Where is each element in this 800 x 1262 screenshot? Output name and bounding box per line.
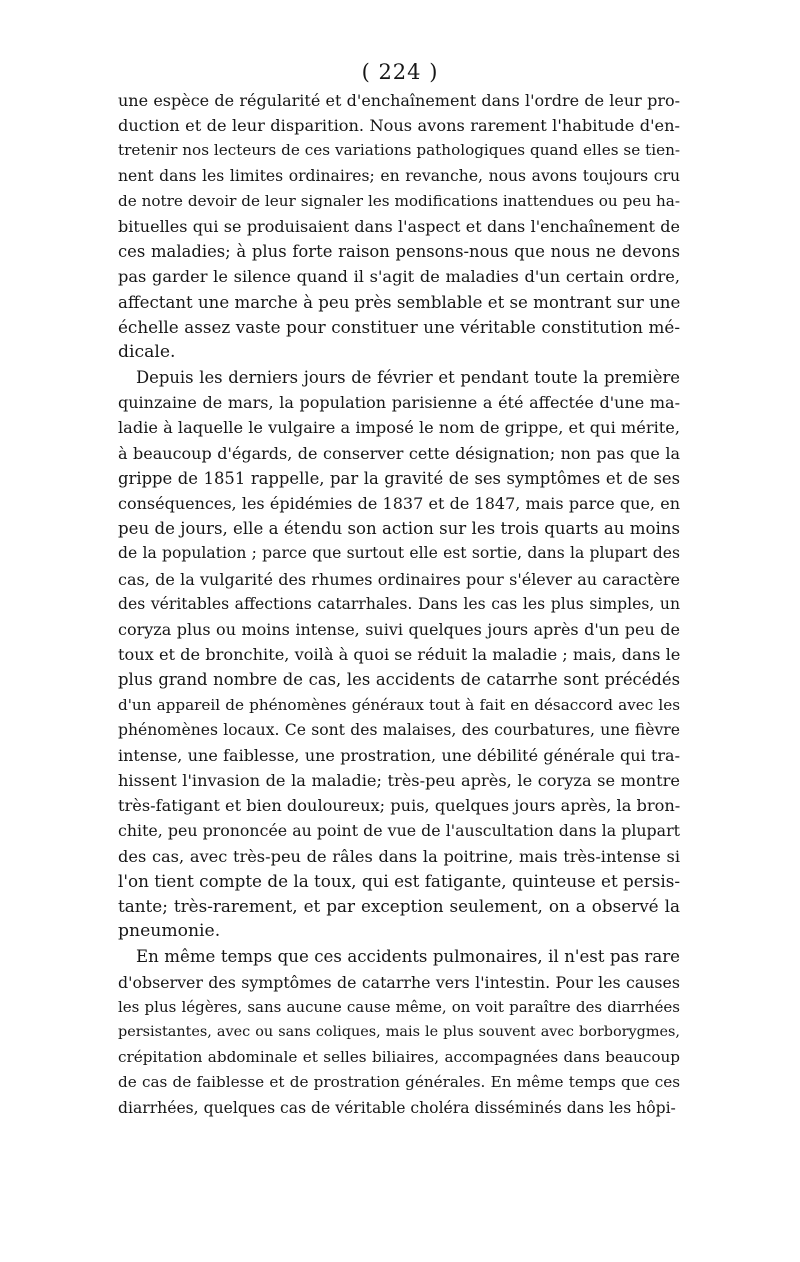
page-number: ( 224 ) xyxy=(361,60,439,84)
text-line: Depuis les derniers jours de février et pendant toute la première xyxy=(136,368,680,388)
text-line: des véritables affections catarrhales. Dans les cas les plus simples, un xyxy=(118,594,680,613)
text-line: conséquences, les épidémies de 1837 et de 1847, mais parce que, en xyxy=(118,494,680,513)
text-line: intense, une faiblesse, une prostration, une débilité générale qui tra- xyxy=(118,745,680,765)
text-line: pas garder le silence quand il s'agit de maladies d'un certain ordre, xyxy=(118,267,680,287)
text-line: dicale. xyxy=(118,341,176,362)
text-line: une espèce de régularité et d'enchaînement dans l'ordre de leur pro- xyxy=(118,91,680,110)
text-line: affectant une marche à peu près semblable et se montrant sur une xyxy=(118,292,680,312)
text-line: pneumonie. xyxy=(118,921,221,942)
text-line: des cas, avec très-peu de râles dans la poitrine, mais très-intense si xyxy=(118,846,680,866)
text-line: tante; très-rarement, et par exception seulement, on a observé la xyxy=(118,896,680,916)
text-line: hissent l'invasion de la maladie; très-peu après, le coryza se montre xyxy=(118,771,680,791)
text-line: grippe de 1851 rappelle, par la gravité de ses symptômes et de ses xyxy=(118,468,680,488)
text-line: les plus légères, sans aucune cause même, on voit paraître des diarrhées xyxy=(118,997,680,1016)
text-line: bituelles qui se produisaient dans l'aspect et dans l'enchaînement de xyxy=(118,216,680,236)
paragraph xyxy=(118,365,680,944)
text-line: toux et de bronchite, voilà à quoi se réduit la maladie ; mais, dans le xyxy=(118,645,680,665)
paragraph xyxy=(118,944,680,1120)
text-line: peu de jours, elle a étendu son action sur les trois quarts au moins xyxy=(118,519,680,539)
text-line: ladie à laquelle le vulgaire a imposé le nom de grippe, et qui mérite, xyxy=(118,418,680,438)
text-line: de la population ; parce que surtout elle est sortie, dans la plupart des xyxy=(118,544,680,563)
text-line: phénomènes locaux. Ce sont des malaises, des courbatures, une fièvre xyxy=(118,720,680,739)
text-line: diarrhées, quelques cas de véritable choléra disséminés dans les hôpi- xyxy=(118,1098,676,1117)
body-text xyxy=(118,88,680,1121)
text-line: coryza plus ou moins intense, suivi quelques jours après d'un peu de xyxy=(118,619,680,639)
paragraph xyxy=(118,88,680,365)
text-line: de notre devoir de leur signaler les modifications inattendues ou peu ha- xyxy=(118,191,680,210)
text-line: échelle assez vaste pour constituer une véritable constitution mé- xyxy=(118,316,680,337)
text-line: d'observer des symptômes de catarrhe vers l'intestin. Pour les causes xyxy=(118,972,680,992)
text-line: à beaucoup d'égards, de conserver cette désignation; non pas que la xyxy=(118,443,680,463)
text-line: chite, peu prononcée au point de vue de l'auscultation dans la plupart xyxy=(118,821,680,841)
text-line: tretenir nos lecteurs de ces variations pathologiques quand elles se tien- xyxy=(118,141,680,160)
text-line: En même temps que ces accidents pulmonaires, il n'est pas rare xyxy=(136,947,680,967)
text-line: persistantes, avec ou sans coliques, mais le plus souvent avec borborygmes, xyxy=(118,1023,680,1040)
text-line: de cas de faiblesse et de prostration générales. En même temps que ces xyxy=(118,1073,680,1092)
text-line: duction et de leur disparition. Nous avons rarement l'habitude d'en- xyxy=(118,116,680,136)
text-line: d'un appareil de phénomènes généraux tout à fait en désaccord avec les xyxy=(118,695,680,714)
text-line: cas, de la vulgarité des rhumes ordinaires pour s'élever au caractère xyxy=(118,569,680,589)
text-line: quinzaine de mars, la population parisienne a été affectée d'une ma- xyxy=(118,393,680,413)
text-line: très-fatigant et bien douloureux; puis, quelques jours après, la bron- xyxy=(118,796,680,816)
text-line: plus grand nombre de cas, les accidents de catarrhe sont précédés xyxy=(118,670,680,690)
text-line: nent dans les limites ordinaires; en revanche, nous avons toujours cru xyxy=(118,166,680,185)
text-line: l'on tient compte de la toux, qui est fatigante, quinteuse et persis- xyxy=(118,870,680,891)
text-line: ces maladies; à plus forte raison pensons-nous que nous ne devons xyxy=(118,242,680,262)
text-line: crépitation abdominale et selles biliaires, accompagnées dans beaucoup xyxy=(118,1048,680,1067)
